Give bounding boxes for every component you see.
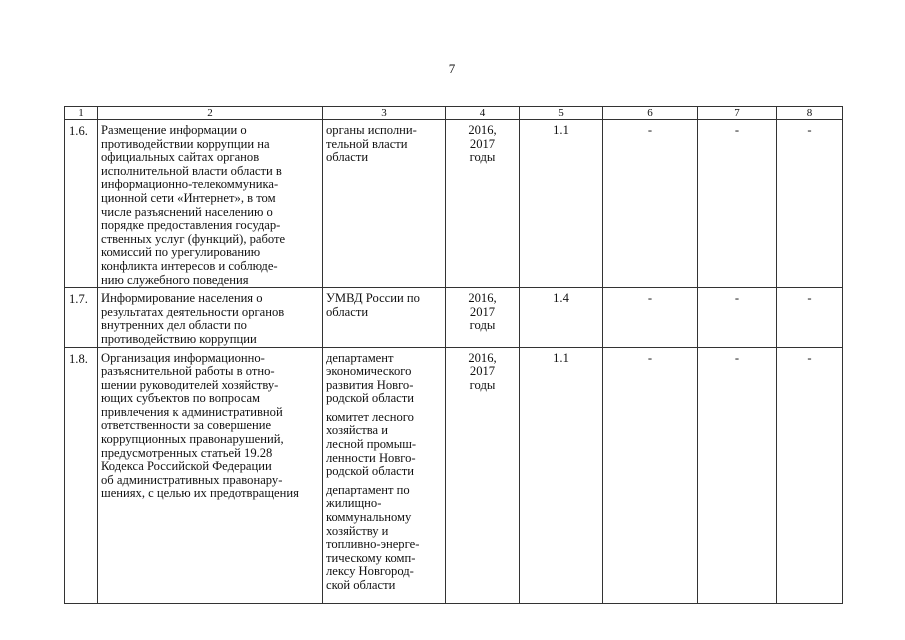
executor-line: лесной промыш- bbox=[326, 437, 417, 452]
col7-value: - bbox=[698, 288, 777, 347]
measure-name-line: противодействию коррупции bbox=[101, 331, 257, 346]
executor-line: лексу Новгород- bbox=[326, 564, 414, 579]
executor-line: органы исполни- bbox=[326, 123, 417, 137]
measure-name-line: шениях, с целью их предотвращения bbox=[101, 486, 299, 501]
term-line: 2017 bbox=[469, 304, 496, 319]
term-line: 2016, bbox=[468, 291, 497, 306]
executor bbox=[323, 288, 446, 347]
header-row bbox=[65, 107, 843, 120]
indicator: 1.1 bbox=[520, 120, 603, 288]
term bbox=[446, 120, 520, 288]
executor-line: тельной власти bbox=[326, 136, 408, 151]
term-line: 2017 bbox=[469, 364, 496, 379]
page-number: 7 bbox=[448, 61, 456, 76]
executor-line: департамент по bbox=[326, 482, 410, 497]
term bbox=[446, 347, 520, 603]
header-cell: 3 bbox=[323, 107, 446, 120]
table-row bbox=[65, 120, 843, 288]
executor-group bbox=[326, 292, 443, 319]
header-cell: 4 bbox=[446, 107, 520, 120]
measure-name-line: предусмотренных статьей 19.28 bbox=[101, 445, 273, 460]
executor-line: области bbox=[326, 304, 369, 319]
col6-value: - bbox=[603, 120, 698, 288]
measure-name-line: разъяснительной работы в отно- bbox=[101, 364, 275, 379]
executor-group bbox=[326, 484, 443, 593]
col8-value: - bbox=[777, 288, 843, 347]
measure-name-line: коррупционных правонарушений, bbox=[101, 432, 284, 447]
col8-value: - bbox=[777, 120, 843, 288]
header-cell: 8 bbox=[777, 107, 843, 120]
measure-name-line: комиссий по урегулированию bbox=[101, 245, 261, 260]
measure-name-line: нию служебного поведения bbox=[101, 272, 249, 287]
term-line: 2017 bbox=[469, 136, 496, 151]
executor-line: УМВД России по bbox=[326, 291, 420, 306]
term-line: 2016, bbox=[468, 123, 497, 137]
measure-name-line: об административных правонару- bbox=[101, 472, 283, 487]
term-line: годы bbox=[469, 150, 496, 165]
measure-name-line: порядке предоставления государ- bbox=[101, 218, 281, 233]
executor-line: области bbox=[326, 150, 369, 165]
term-line: годы bbox=[469, 318, 496, 333]
measure-name-line: привлечения к административной bbox=[101, 404, 283, 419]
col8-value: - bbox=[777, 347, 843, 603]
measure-name-line: результатах деятельности органов bbox=[101, 304, 285, 319]
col6-value: - bbox=[603, 288, 698, 347]
row-number: 1.6. bbox=[65, 120, 98, 288]
measure-name-line: ющих субъектов по вопросам bbox=[101, 391, 261, 406]
header-cell: 7 bbox=[698, 107, 777, 120]
header-cell: 5 bbox=[520, 107, 603, 120]
row-number: 1.8. bbox=[65, 347, 98, 603]
executor-line: жилищно- bbox=[326, 496, 382, 511]
table-row bbox=[65, 347, 843, 603]
header-cell: 2 bbox=[98, 107, 323, 120]
measure-name-line: конфликта интересов и соблюде- bbox=[101, 258, 278, 273]
measure-name bbox=[98, 347, 323, 603]
measure-name bbox=[98, 288, 323, 347]
executor-line: комитет лесного bbox=[326, 409, 414, 424]
executor-line: родской области bbox=[326, 464, 414, 479]
executor-line: экономического bbox=[326, 364, 412, 379]
row-number: 1.7. bbox=[65, 288, 98, 347]
measure-name-line: внутренних дел области по bbox=[101, 318, 247, 333]
measure-name-line: информационно-телекоммуника- bbox=[101, 177, 279, 192]
measure-name-line: шении руководителей хозяйству- bbox=[101, 377, 279, 392]
measures-table bbox=[64, 106, 843, 604]
measure-name-line: Информирование населения о bbox=[101, 291, 263, 306]
header-cell: 1 bbox=[65, 107, 98, 120]
measure-name-line: ственных услуг (функций), работе bbox=[101, 231, 286, 246]
executor-line: хозяйству и bbox=[326, 523, 389, 538]
col6-value: - bbox=[603, 347, 698, 603]
executor-group bbox=[326, 352, 443, 406]
executor-line: развития Новго- bbox=[326, 377, 414, 392]
measure-name bbox=[98, 120, 323, 288]
executor-line: ской области bbox=[326, 578, 396, 592]
term-line: годы bbox=[469, 377, 496, 392]
measure-name-line: противодействии коррупции на bbox=[101, 136, 270, 151]
col7-value: - bbox=[698, 120, 777, 288]
executor-line: тическому комп- bbox=[326, 550, 416, 565]
table-body bbox=[65, 120, 843, 604]
executor-line: хозяйства и bbox=[326, 423, 388, 438]
executor-line: коммунальному bbox=[326, 510, 412, 525]
indicator: 1.1 bbox=[520, 347, 603, 603]
executor-group bbox=[326, 411, 443, 479]
executor-line: департамент bbox=[326, 350, 394, 365]
measure-name-line: Организация информационно- bbox=[101, 350, 265, 365]
measure-name-line: Размещение информации о bbox=[101, 123, 247, 137]
table-row bbox=[65, 288, 843, 347]
measure-name-line: числе разъяснений населению о bbox=[101, 204, 273, 219]
measure-name-line: ответственности за совершение bbox=[101, 418, 272, 433]
executor-group bbox=[326, 124, 443, 165]
executor bbox=[323, 120, 446, 288]
executor-line: ленности Новго- bbox=[326, 450, 416, 465]
measure-name-line: исполнительной власти области в bbox=[101, 163, 282, 178]
measure-name-line: официальных сайтах органов bbox=[101, 150, 260, 165]
term-line: 2016, bbox=[468, 350, 497, 365]
measure-name-line: ционной сети «Интернет», в том bbox=[101, 190, 276, 205]
term bbox=[446, 288, 520, 347]
header-cell: 6 bbox=[603, 107, 698, 120]
executor bbox=[323, 347, 446, 603]
executor-line: родской области bbox=[326, 391, 414, 406]
indicator: 1.4 bbox=[520, 288, 603, 347]
executor-line: топливно-энерге- bbox=[326, 537, 420, 552]
col7-value: - bbox=[698, 347, 777, 603]
measure-name-line: Кодекса Российской Федерации bbox=[101, 459, 272, 474]
